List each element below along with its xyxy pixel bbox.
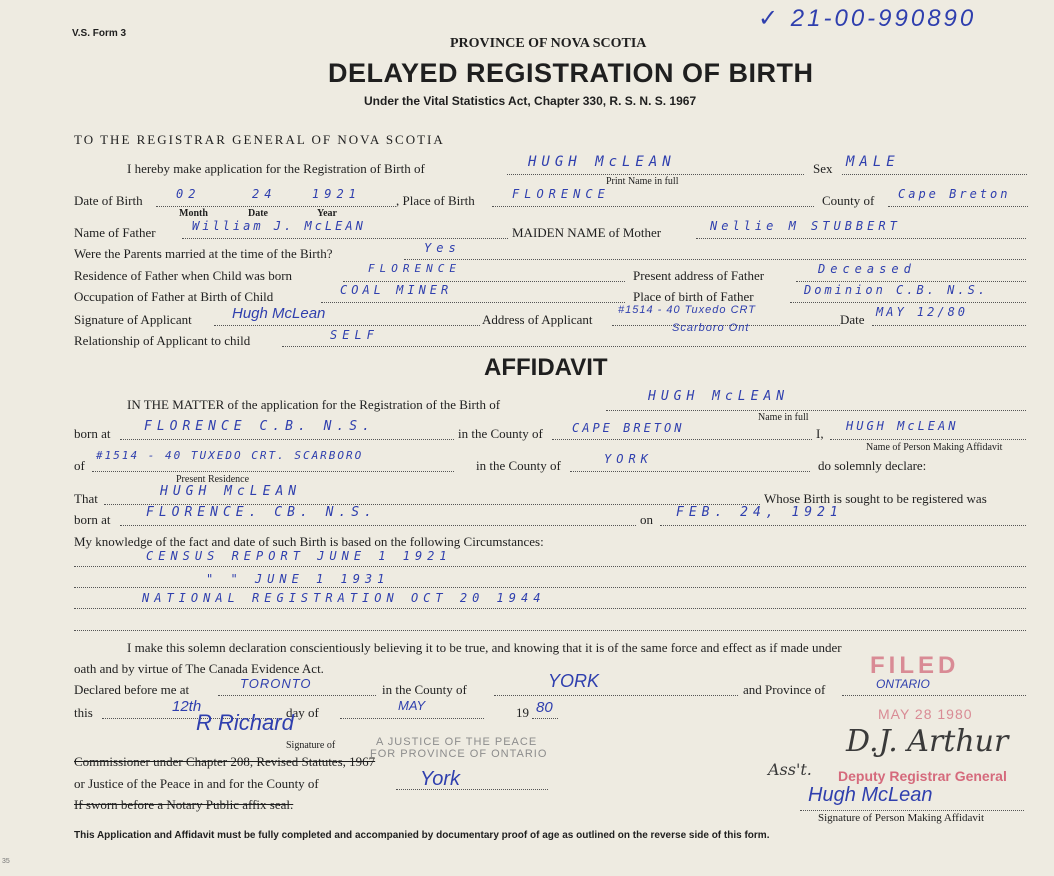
corner-mark: 35 [2, 858, 10, 865]
applicant-address-2: Scarboro Ont [672, 322, 750, 334]
affidavit-county: CAPE BRETON [572, 421, 685, 435]
that-label: That [74, 491, 98, 506]
married-label: Were the Parents married at the time of the Birth? [74, 246, 333, 261]
filed-stamp: FILED [870, 652, 960, 679]
affidavit-heading: AFFIDAVIT [484, 354, 608, 381]
of-label: of [74, 458, 85, 473]
residence-value: FLORENCE [368, 262, 461, 275]
dob-day: 24 [252, 187, 277, 201]
affidavit-residence: #1514 - 40 TUXEDO CRT. SCARBORO [96, 449, 364, 462]
relationship-label: Relationship of Applicant to child [74, 333, 251, 348]
filed-date-stamp: MAY 28 1980 [878, 706, 973, 722]
dob-month: 02 [176, 187, 201, 201]
sex-value: MALE [846, 154, 900, 170]
commissioner-signature: R Richard [196, 710, 294, 735]
day-of-label: day of [286, 705, 319, 720]
page-subtitle: Under the Vital Statistics Act, Chapter 330, R. S. N. S. 1967 [364, 94, 697, 108]
applicant-address-1: #1514 - 40 Tuxedo CRT [618, 304, 756, 316]
declared-month: MAY [398, 698, 426, 713]
county-label: County of [822, 193, 875, 208]
mother-name: Nellie M STUBBERT [710, 219, 901, 233]
year-prefix: 19 [516, 705, 529, 720]
deponent-name: HUGH McLEAN [846, 419, 959, 433]
father-birthplace-value: Dominion C.B. N.S. [804, 283, 989, 297]
application-date-label: Date [840, 312, 865, 327]
asst-mark: Ass't. [768, 760, 812, 779]
deponent-caption: Name of Person Making Affidavit [866, 442, 1003, 453]
province-value: ONTARIO [876, 677, 930, 691]
evidence-3: NATIONAL REGISTRATION OCT 20 1944 [142, 591, 546, 605]
that-name: HUGH McLEAN [160, 484, 302, 499]
born-at-value: FLORENCE C.B. N.S. [144, 419, 375, 434]
dob-year: 1921 [312, 187, 361, 201]
commissioner-line: Commissioner under Chapter 208, Revised Statutes, 1967 [74, 754, 376, 769]
declaration-line-2: oath and by virtue of The Canada Evidence Act. [74, 661, 324, 676]
application-intro: I hereby make application for the Registration of Birth of [127, 161, 425, 176]
page-title: DELAYED REGISTRATION OF BIRTH [328, 58, 814, 88]
this-label: this [74, 705, 93, 720]
declared-county: YORK [548, 671, 600, 691]
i-label: I, [816, 426, 824, 441]
jp-stamp-line-1: A JUSTICE OF THE PEACE [376, 736, 538, 748]
applicant-signature-label: Signature of Applicant [74, 312, 192, 327]
jp-stamp-line-2: FOR PROVINCE OF ONTARIO [370, 748, 548, 760]
place-of-birth: FLORENCE [512, 187, 610, 201]
sex-label: Sex [813, 161, 833, 176]
born-at-value-2: FLORENCE. CB. N.S. [146, 505, 377, 520]
residence-label: Residence of Father when Child was born [74, 268, 293, 283]
affidavit-county-2: YORK [604, 452, 653, 466]
declared-label: Declared before me at [74, 682, 190, 697]
present-residence-caption: Present Residence [176, 474, 250, 485]
print-name-caption: Print Name in full [606, 176, 679, 187]
father-name: William J. McLEAN [192, 219, 366, 233]
application-date: MAY 12/80 [876, 305, 969, 319]
declared-year: 80 [536, 699, 553, 716]
form-code: V.S. Form 3 [72, 28, 127, 39]
father-birthplace-label: Place of birth of Father [633, 289, 754, 304]
occupation-value: COAL MINER [340, 283, 453, 297]
knowledge-text: My knowledge of the fact and date of such Birth is based on the following Circumstances: [74, 534, 544, 549]
file-number: ✓ 21-00-990890 [758, 5, 977, 32]
matter-text: IN THE MATTER of the application for the Registration of the Birth of [127, 397, 501, 412]
present-address-label: Present address of Father [633, 268, 765, 283]
dob-label: Date of Birth [74, 193, 143, 208]
born-at-label: born at [74, 426, 111, 441]
applicant-signature: Hugh McLean [232, 305, 326, 322]
province-heading: PROVINCE OF NOVA SCOTIA [450, 36, 647, 51]
declared-place: TORONTO [240, 676, 312, 691]
year-caption: Year [317, 208, 337, 219]
signature-of-caption: Signature of [286, 740, 336, 751]
mother-label: MAIDEN NAME of Mother [512, 225, 662, 240]
occupation-label: Occupation of Father at Birth of Child [74, 289, 274, 304]
evidence-2: " " JUNE 1 1931 [206, 572, 390, 586]
declared-county-label: in the County of [382, 682, 467, 697]
in-county-label: in the County of [458, 426, 543, 441]
affidavit-name: HUGH McLEAN [648, 389, 790, 404]
month-caption: Month [179, 208, 208, 219]
deponent-signature-caption: Signature of Person Making Affidavit [818, 812, 984, 824]
on-label: on [640, 512, 653, 527]
applicant-address-label: Address of Applicant [482, 312, 593, 327]
county-value: Cape Breton [898, 187, 1011, 201]
father-label: Name of Father [74, 225, 156, 240]
in-county-label-2: in the County of [476, 458, 561, 473]
footer-instructions: This Application and Affidavit must be fully completed and accompanied by documentary proof of age as outlined on the reverse side of this form. [74, 830, 770, 841]
on-date: FEB. 24, 1921 [676, 505, 843, 520]
declaration-line-1: I make this solemn declaration conscientiously believing it to be true, and knowing that it is of the same force and effect as if made under [127, 640, 842, 655]
evidence-1: CENSUS REPORT JUNE 1 1921 [146, 549, 452, 563]
registrar-signature: D.J. Arthur [846, 724, 1009, 759]
notary-line: If sworn before a Notary Public affix seal. [74, 797, 294, 812]
jp-county: York [420, 768, 461, 790]
child-name: HUGH McLEAN [528, 154, 676, 170]
declared-day: 12th [172, 698, 202, 715]
relationship-value: SELF [330, 328, 379, 342]
solemnly-declare: do solemnly declare: [818, 458, 927, 473]
present-address-value: Deceased [818, 262, 916, 276]
married-value: Yes [424, 241, 461, 255]
deponent-signature: Hugh McLean [808, 784, 933, 806]
place-of-birth-label: , Place of Birth [396, 193, 475, 208]
province-label: and Province of [743, 682, 826, 697]
whose-birth-text: Whose Birth is sought to be registered was [764, 491, 987, 506]
date-caption: Date [248, 208, 268, 219]
jp-line: or Justice of the Peace in and for the County of [74, 776, 319, 791]
name-in-full-caption: Name in full [758, 412, 809, 423]
born-at-label-2: born at [74, 512, 111, 527]
deputy-registrar-stamp: Deputy Registrar General [838, 768, 1007, 784]
addressee: TO THE REGISTRAR GENERAL OF NOVA SCOTIA [74, 132, 445, 147]
